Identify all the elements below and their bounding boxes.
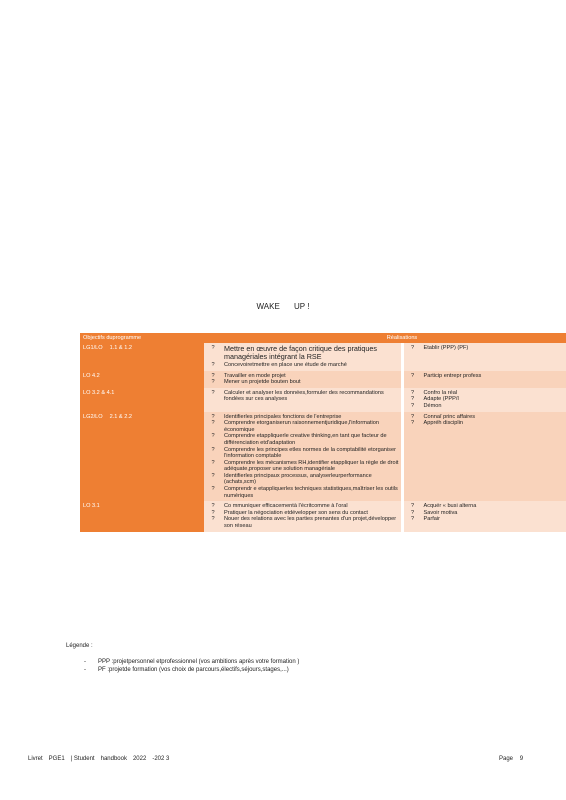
bullet-marker: ? [211, 486, 215, 493]
objective-code: 1.1 & 1.2 [109, 345, 132, 351]
realisations-cell [204, 371, 402, 388]
legend-dash: - [84, 667, 86, 673]
bullet-marker: ? [211, 433, 215, 440]
bullet-marker: ? [410, 516, 415, 523]
bullet-marker: ? [211, 459, 215, 466]
heading-word-left: WAKE [256, 302, 280, 311]
competence-cell [402, 343, 566, 371]
competence-item [406, 390, 566, 397]
footer-text: 2022 [132, 756, 147, 762]
realisation-text: Comprendre etappliquerle creative thinking,en tant que facteur de différenciation etd'adaptation [224, 433, 387, 446]
legend-item [84, 667, 299, 673]
realisation-item [206, 486, 399, 499]
competence-item [406, 396, 566, 403]
competence-text: Particip entrepr profess [423, 372, 482, 379]
table-row [80, 371, 566, 388]
bullet-marker: ? [211, 361, 215, 368]
legend-title: Légende : [66, 643, 93, 649]
realisation-text: Pratiquer la négociation etdévelopper son sens du contact [224, 509, 368, 516]
bullet-marker: ? [211, 372, 215, 379]
legend-text: PPP :projetpersonnel etprofessionnel (vos ambitions après votre formation ) [98, 659, 300, 665]
realisation-text: Comprendr e etappliquerles techniques statistiques,maîtriser les outils numériques [224, 486, 398, 499]
competence-text: Adapte (PPP/I [423, 396, 459, 403]
bullet-marker: ? [410, 503, 415, 510]
objective-cell [80, 371, 204, 388]
competence-text: Confro la réal [423, 389, 458, 396]
realisation-item [206, 362, 399, 369]
objective-code: LO 3.1 [83, 503, 100, 510]
realisations-cell [204, 343, 402, 371]
legend [66, 643, 299, 675]
bullet-marker: ? [211, 503, 215, 510]
realisation-item [206, 460, 399, 473]
objective-code: 2.1 & 2.2 [109, 413, 132, 420]
footer-text: | Student [70, 756, 95, 762]
page-heading [0, 302, 566, 311]
page-footer [28, 756, 175, 762]
realisation-text: Travailler en mode projet [224, 372, 286, 379]
table-row [80, 412, 566, 502]
objective-cell [80, 343, 204, 371]
realisations-cell [204, 501, 402, 531]
bullet-marker: ? [410, 372, 415, 379]
bullet-marker: ? [211, 345, 215, 351]
table-body [80, 343, 566, 532]
realisation-item [206, 510, 399, 517]
bullet-marker: ? [211, 472, 215, 479]
realisation-text: Calculer et analyser les données,formuler des recommandations fondées sur ces analyses [224, 389, 384, 403]
realisation-text: Co mmuniquer efficacementà l'écritcomme à l'oral [224, 503, 348, 510]
competence-item [406, 516, 566, 523]
bullet-marker: ? [410, 420, 415, 427]
competence-text: Appréh disciplin [423, 420, 463, 427]
footer-text: PGE1 [48, 756, 65, 762]
realisations-cell [204, 388, 402, 412]
bullet-marker: ? [410, 509, 415, 516]
competence-item [406, 373, 566, 380]
objective-code: LG2/LO [83, 413, 103, 420]
realisation-text: Mettre en œuvre de façon critique des pratiques managériales intégrant la RSE [224, 344, 378, 362]
footer-text: handbook [100, 756, 127, 762]
realisation-item [206, 373, 399, 380]
objective-code: LO 4.2 [83, 372, 100, 379]
objective-cell [80, 501, 204, 531]
heading-word-right: UP ! [294, 302, 310, 311]
realisation-text: Nouer des relations avec les parties prenantes d'un projet,développer son réseau [224, 516, 397, 530]
realisation-item [206, 516, 399, 529]
realisation-item [206, 345, 399, 362]
objective-code: LO 3.2 & 4.1 [83, 389, 115, 396]
realisation-item [206, 390, 399, 403]
competence-item [406, 510, 566, 517]
bullet-marker: ? [410, 389, 415, 396]
realisation-text: Identifierles principales fonctions de l'entreprise [224, 413, 342, 420]
realisation-text: Mener un projetde bouten bout [224, 379, 301, 386]
realisation-text: Comprendre les principes etles normes de la comptabilité etorganiser l'information comptable [224, 446, 396, 460]
realisation-item [206, 414, 399, 421]
legend-dash: - [84, 659, 86, 665]
table-row [80, 388, 566, 412]
page-label: Page [499, 756, 514, 762]
realisation-text: Concevoiretmettre en place une étude de marché [224, 361, 347, 368]
bullet-marker: ? [211, 516, 215, 523]
competence-text: Parfair [423, 516, 440, 523]
realisation-item [206, 447, 399, 460]
competence-text: Connaî princ affaires [423, 413, 476, 420]
realisation-text: Comprendre les mécanismes RH,identifier etappliquer la règle de droit adéquate,proposer une solution managériale [224, 459, 399, 473]
bullet-marker: ? [211, 389, 215, 396]
competence-text: Etablir (PPP) (PF) [423, 345, 469, 351]
realisation-item [206, 473, 399, 486]
header-objectives: Objectifs duprogramme [80, 333, 204, 343]
bullet-marker: ? [211, 446, 215, 453]
realisation-text: Comprendre etorganiserun raisonnementjuridique,l'information économique [224, 420, 379, 433]
bullet-marker: ? [410, 345, 415, 351]
footer-text: Livret [28, 756, 43, 762]
competence-cell [402, 371, 566, 388]
competence-item [406, 503, 566, 510]
legend-list [66, 659, 299, 673]
header-realisations: Réalisations [204, 333, 566, 343]
competence-cell [402, 388, 566, 412]
bullet-marker: ? [211, 379, 215, 386]
objective-code: LG1/LO [83, 345, 103, 351]
bullet-marker: ? [211, 413, 215, 420]
realisation-item [206, 433, 399, 446]
objective-cell [80, 412, 204, 502]
bullet-marker: ? [410, 413, 415, 420]
competence-cell [402, 412, 566, 502]
table-row [80, 501, 566, 531]
bullet-marker: ? [410, 402, 415, 409]
realisation-item [206, 379, 399, 386]
page-number-value: 9 [519, 756, 524, 762]
realisation-item [206, 503, 399, 510]
table-header-row [80, 333, 566, 343]
legend-text: PF :projetde formation (vos choix de parcours,électifs,séjours,stages,...) [98, 667, 289, 673]
objectives-table [80, 333, 566, 532]
table-row [80, 343, 566, 371]
realisations-cell [204, 412, 402, 502]
realisation-item [206, 420, 399, 433]
bullet-marker: ? [410, 396, 415, 403]
competence-text: Démon [423, 402, 442, 409]
bullet-marker: ? [211, 420, 215, 427]
footer-text: -202 3 [152, 756, 170, 762]
competence-item [406, 403, 566, 410]
realisation-text: Identifierles principaux processus, analyserleurperformance (achats,scm) [224, 472, 372, 486]
competence-item [406, 345, 566, 352]
page-number [499, 756, 523, 762]
competence-item [406, 414, 566, 421]
competence-cell [402, 501, 566, 531]
objective-cell [80, 388, 204, 412]
competence-item [406, 420, 566, 427]
competence-text: Savoir motiva [423, 509, 458, 516]
competence-text: Acquér « busi alterna [423, 503, 477, 510]
bullet-marker: ? [211, 509, 215, 516]
legend-item [84, 659, 299, 665]
